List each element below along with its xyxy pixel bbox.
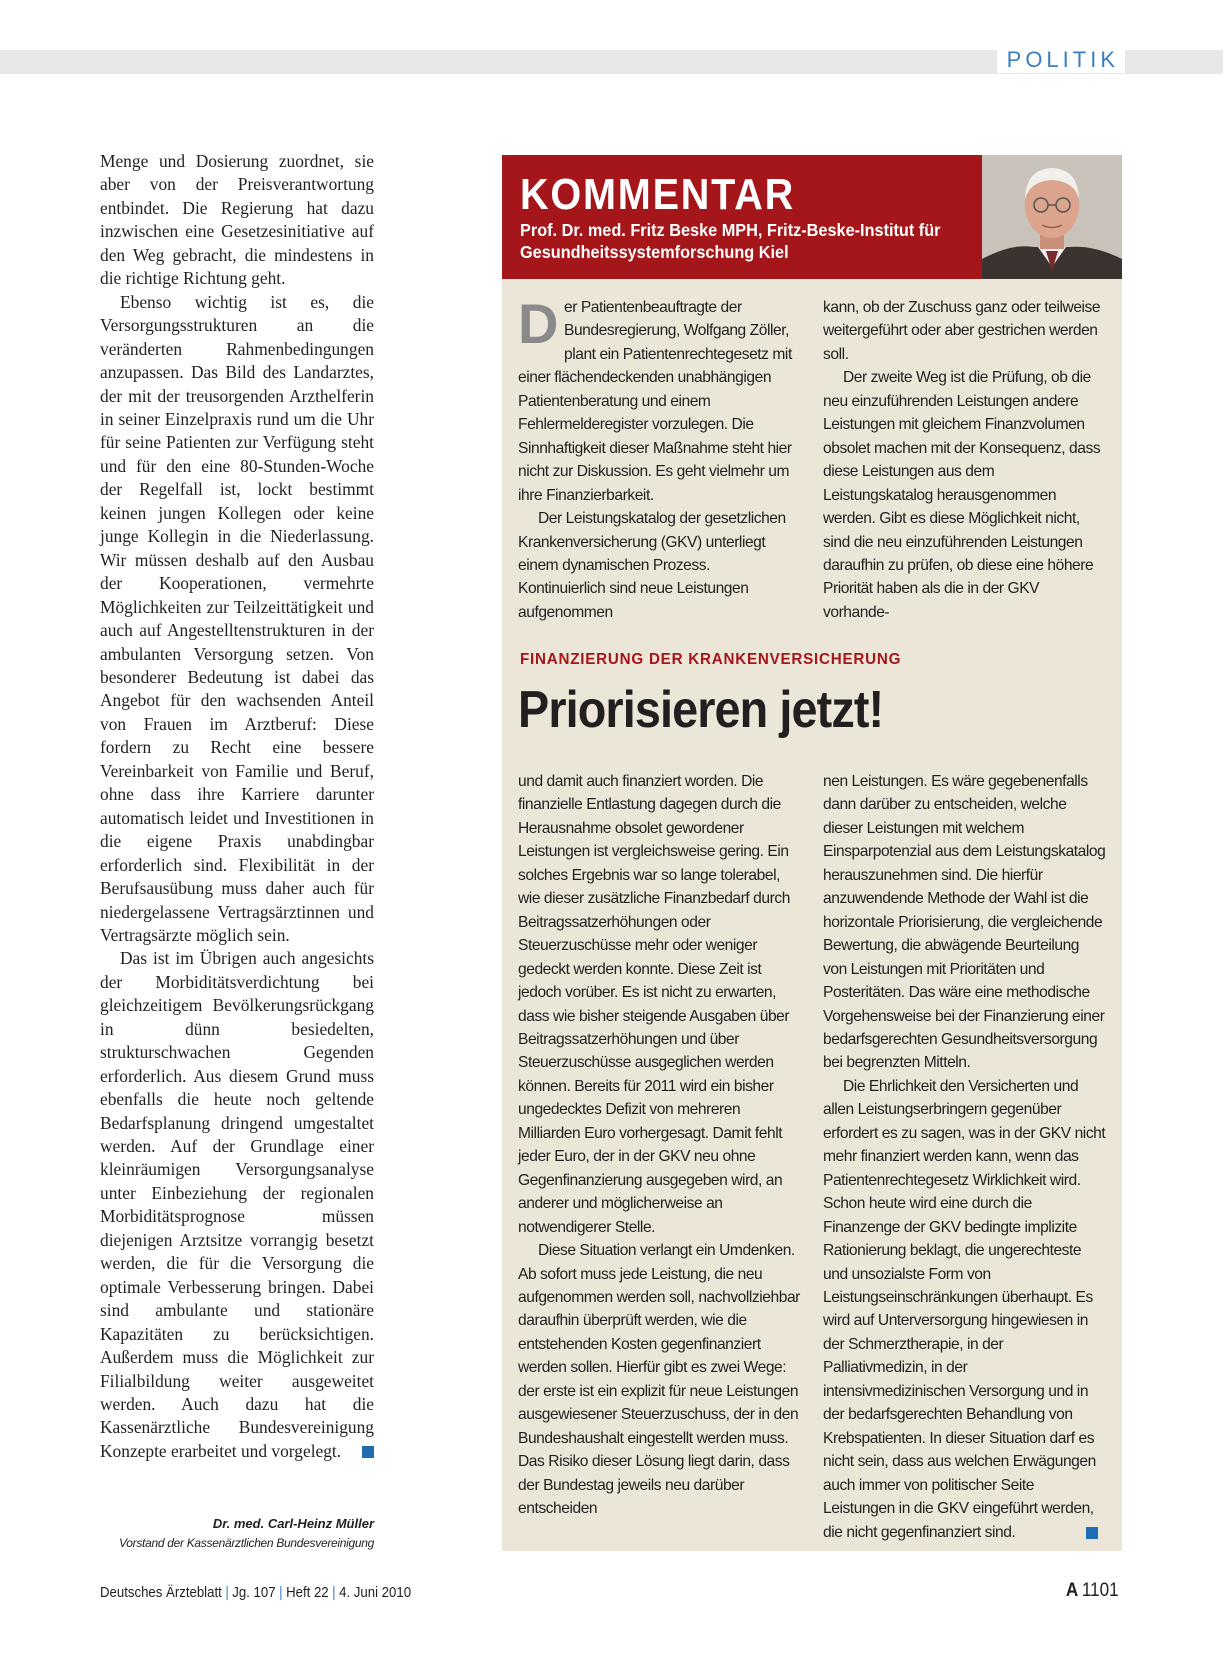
- commentary-column-top-left: [518, 292, 801, 624]
- author-name: Dr. med. Carl-Heinz Müller: [212, 1516, 374, 1531]
- commentary-header: [502, 155, 982, 279]
- commentary-paragraph: und damit auch finanziert worden. Die finanzielle Entlastung dagegen durch die Herausnahme obsolet gewordener Leistungen ist vergleichsweise gering. Ein solches Ergebnis war so lange tolerabel, wie dieser zusätzliche Finanzbedarf durch Beitragssatzerhöhungen oder Steuerzuschüsse mehr oder weniger gedeckt werden konnte. Diese Zeit ist jedoch vorüber. Es ist nicht zu erwarten, dass wie bisher steigende Ausgaben über Beitragssatzerhöhungen und über Steuerzuschüsse ausgeglichen werden können. Bereits für 2011 wird ein bisher ungedecktes Defizit von mehreren Milliarden Euro vorhergesagt. Damit fehlt jeder Euro, der in der GKV neu ohne Gegenfinanzierung ausgegeben wird, an anderer und möglicherweise an notwendigerer Stelle.: [518, 773, 790, 1236]
- left-paragraph: Ebenso wichtig ist es, die Versorgungsstrukturen an die veränderten Rahmenbedingungen anzupassen. Das Bild des Landarztes, der mit der treusorgenden Arzthelferin in seiner Einzelpraxis rund um die Uhr für seine Patienten zur Verfügung steht und für den eine 80-Stunden-Woche der Regelfall ist, lockt bestimmt keinen jungen Kollegen oder keine junge Kollegin in die Niederlassung. Wir müssen deshalb auf den Ausbau der Kooperationen, vermehrte Möglichkeiten zur Teilzeittätigkeit und auch auf Angestelltenstrukturen in der ambulanten Versorgung setzen. Von besonderer Bedeutung ist dabei das Angebot für den wachsenden Anteil von Frauen im Arztberuf: Diese fordern zu Recht eine bessere Vereinbarkeit von Familie und Beruf, ohne dass ihre Karriere darunter automatisch leidet und Investitionen in die eigene Praxis unabdingbar erforderlich sind. Flexibilität in der Berufsausübung muss daher auch für niedergelassene Vertragsärztinnen und Vertragsärzte möglich sein.: [100, 291, 374, 945]
- commentary-text: er Patientenbeauftragte der Bundesregierung, Wolfgang Zöller, plant ein Patientenrechtegesetz mit einer flächendeckenden unabhängigen Patientenberatung und einem Fehlermelderegister vorzulegen. Die Sinnhaftigkeit dieser Maßnahme steht hier nicht zur Diskussion. Es geht vielmehr um ihre Finanzierbarkeit.: [518, 299, 792, 504]
- commentary-paragraph: Der Leistungskatalog der gesetzlichen Krankenversicherung (GKV) unterliegt einem dynamischen Prozess. Kontinuierlich sind neue Leistungen aufgenommen: [518, 510, 786, 621]
- commentary-column-bottom-right: [823, 770, 1106, 1544]
- footer-separator: |: [225, 1584, 229, 1601]
- commentary-paragraph: [518, 292, 801, 507]
- commentary-text: Die Ehrlichkeit den Versicherten und allen Leistungserbringern gegenüber erfordert es zu sagen, was in der GKV nicht mehr finanziert werden kann, wenn das Patientenrechtegesetz Wirklichkeit wird. Schon heute wird eine durch die Finanzenge der GKV bedingte implizite Rationierung beklagt, die ungerechteste und unsozialste Form von Leistungseinschränkungen überhaupt. Es wird auf Unterversorgung hingewiesen in der Schmerztherapie, in der Palliativmedizin, in der intensivmedizinischen Versorgung und in der bedarfsgerechten Behandlung von Krebspatienten. In dieser Situation darf es nicht sein, dass aus welchen Erwägungen auch immer von politischer Seite Leistungen in die GKV eingeführt werden, die nicht gegenfinanziert sind.: [823, 1077, 1106, 1541]
- commentary-paragraph: [823, 1075, 1106, 1544]
- journal-name: Deutsches Ärzteblatt: [100, 1584, 222, 1601]
- left-paragraph-text: Das ist im Übrigen auch angesichts der Morbiditätsverdichtung bei gleichzeitigem Bevölkerungsrückgang in dünn besiedelten, strukturschwachen Gegenden erforderlich. Aus diesem Grund muss ebenfalls die heute noch geltende Bedarfsplanung dringend umgestaltet werden. Auf der Grundlage einer kleinräumigen Versorgungsanalyse unter Einbeziehung der regionalen Morbiditätsprognose müssen diejenigen Arztsitze vorrangig besetzt werden, die für die Versorgung die optimale Verbesserung bringen. Dabei sind ambulante und stationäre Kapazitäten zu berücksichtigen. Außerdem muss die Möglichkeit zur Filialbildung weiter ausgeweitet werden. Auch dazu hat die Kassenärztliche Bundesvereinigung Konzepte erarbeitet und vorgelegt.: [100, 948, 374, 1461]
- commentary-paragraph: Der zweite Weg ist die Prüfung, ob die neu einzuführenden Leistungen andere Leistungen mit gleichem Finanzvolumen obsolet machen mit der Konsequenz, dass diese Leistungen aus dem Leistungskatalog herausgenommen werden. Gibt es diese Möglichkeit nicht, sind die neu einzuführenden Leistungen daraufhin zu prüfen, ob diese eine höhere Priorität haben als die in der GKV vorhande-: [823, 369, 1101, 621]
- journal-date: 4. Juni 2010: [339, 1584, 412, 1601]
- commentary-byline: Prof. Dr. med. Fritz Beske MPH, Fritz-Beske-Institut für Gesundheitssystemforschung Kiel: [520, 220, 941, 262]
- left-paragraph: Menge und Dosierung zuordnet, sie aber von der Preisverantwortung entbindet. Die Regierung hat dazu inzwischen eine Gesetzesinitiative auf den Weg gebracht, die mindestens in die richtige Richtung geht.: [100, 151, 374, 289]
- page-number-value: 1101: [1082, 1580, 1119, 1601]
- page-prefix: A: [1066, 1580, 1079, 1601]
- journal-volume: Jg. 107: [232, 1584, 276, 1601]
- left-paragraph: [100, 947, 374, 1463]
- commentary-paragraph: kann, ob der Zuschuss ganz oder teilweise weitergeführt oder aber gestrichen werden soll.: [823, 299, 1101, 363]
- commentary-column-bottom-left: [518, 770, 801, 1521]
- footer-separator: |: [279, 1584, 283, 1601]
- drop-cap: D: [518, 292, 558, 355]
- commentary-label: KOMMENTAR: [520, 170, 796, 219]
- footer: [100, 1584, 411, 1601]
- commentary-paragraph: nen Leistungen. Es wäre gegebenenfalls dann darüber zu entscheiden, welche dieser Leistungen mit welchem Einsparpotenzial aus dem Leistungskatalog herauszunehmen sind. Die hierfür anzuwendende Methode der Wahl ist die horizontale Priorisierung, die vergleichende Bewertung, die abwägende Beurteilung von Leistungen mit Prioritäten und Posteritäten. Das wäre eine methodische Vorgehensweise bei der Finanzierung einer bedarfsgerechten Gesundheitsversorgung bei begrenzten Mitteln.: [823, 773, 1106, 1072]
- section-label: POLITIK: [997, 47, 1125, 73]
- end-square-icon: [362, 1446, 374, 1458]
- author-portrait: [982, 155, 1122, 279]
- page-number: [1066, 1580, 1119, 1602]
- commentary-paragraph: Diese Situation verlangt ein Umdenken. Ab sofort muss jede Leistung, die neu aufgenommen werden soll, nachvollziehbar daraufhin überprüft werden, wie die entstehenden Kosten gegenfinanziert werden sollen. Hierfür gibt es zwei Wege: der erste ist ein explizit für neue Leistungen ausgewiesener Steuerzuschuss, der in den Bundeshaushalt eingestellt werden muss. Das Risiko dieser Lösung liegt darin, dass der Bundestag jeweils neu darüber entscheiden: [518, 1242, 800, 1518]
- left-article: [100, 150, 374, 1463]
- commentary-kicker: FINANZIERUNG DER KRANKENVERSICHERUNG: [520, 651, 902, 668]
- end-square-icon: [1086, 1527, 1098, 1539]
- author-role: Vorstand der Kassenärztlichen Bundesvereinigung: [119, 1536, 374, 1550]
- portrait-image: [982, 155, 1122, 279]
- commentary-headline: Priorisieren jetzt!: [518, 681, 884, 739]
- footer-separator: |: [332, 1584, 336, 1601]
- journal-issue: Heft 22: [286, 1584, 329, 1601]
- commentary-column-top-right: [823, 296, 1106, 624]
